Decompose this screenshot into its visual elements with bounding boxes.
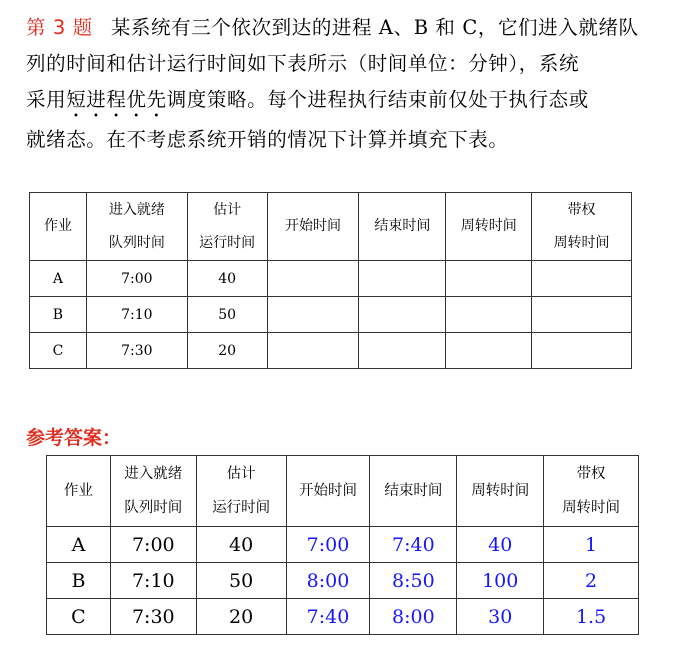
- cell-arrive: 7:10: [110, 563, 196, 599]
- cell-turnaround-blank: [446, 297, 532, 333]
- cell-arrive: 7:30: [86, 333, 187, 369]
- header-start: 开始时间: [286, 456, 370, 527]
- header-end: 结束时间: [359, 193, 446, 261]
- cell-estimate: 40: [187, 261, 267, 297]
- cell-estimate: 20: [196, 599, 286, 635]
- cell-end: 7:40: [370, 527, 457, 563]
- cell-arrive: 7:00: [110, 527, 196, 563]
- question-text: [26, 10, 676, 158]
- header-turnaround: 周转时间: [446, 193, 532, 261]
- table-row: [30, 297, 632, 333]
- cell-start-blank: [267, 261, 359, 297]
- table-row: [30, 261, 632, 297]
- cell-weighted-blank: [532, 297, 632, 333]
- cell-start: 7:40: [286, 599, 370, 635]
- question-line-4: 就绪态。在不考虑系统开销的情况下计算并填充下表。: [26, 128, 509, 151]
- question-number: 第 3 题: [26, 16, 93, 39]
- cell-job: A: [30, 261, 87, 297]
- header-job: 作业: [30, 193, 87, 261]
- header-weighted: 带权 周转时间: [544, 456, 639, 527]
- cell-weighted-blank: [532, 261, 632, 297]
- table-row: [47, 563, 639, 599]
- cell-start: 7:00: [286, 527, 370, 563]
- cell-arrive: 7:10: [86, 297, 187, 333]
- cell-estimate: 50: [187, 297, 267, 333]
- cell-start: 8:00: [286, 563, 370, 599]
- cell-start-blank: [267, 297, 359, 333]
- cell-weighted: 1.5: [544, 599, 639, 635]
- cell-arrive: 7:30: [110, 599, 196, 635]
- cell-weighted-blank: [532, 333, 632, 369]
- header-job: 作业: [47, 456, 111, 527]
- table-header-row: [47, 456, 639, 527]
- cell-job: B: [47, 563, 111, 599]
- header-arrive: 进入就绪 队列时间: [86, 193, 187, 261]
- cell-estimate: 20: [187, 333, 267, 369]
- cell-weighted: 1: [544, 527, 639, 563]
- cell-turnaround-blank: [446, 261, 532, 297]
- header-turnaround: 周转时间: [457, 456, 544, 527]
- table-row: [30, 333, 632, 369]
- cell-job: C: [30, 333, 87, 369]
- table-row: [47, 599, 639, 635]
- cell-end-blank: [359, 333, 446, 369]
- cell-weighted: 2: [544, 563, 639, 599]
- header-start: 开始时间: [267, 193, 359, 261]
- table-header-row: [30, 193, 632, 261]
- cell-estimate: 40: [196, 527, 286, 563]
- answer-title: 参考答案：: [26, 427, 122, 449]
- cell-estimate: 50: [196, 563, 286, 599]
- question-table: [29, 192, 632, 369]
- cell-arrive: 7:00: [86, 261, 187, 297]
- cell-turnaround: 100: [457, 563, 544, 599]
- cell-end: 8:50: [370, 563, 457, 599]
- cell-turnaround: 30: [457, 599, 544, 635]
- cell-end-blank: [359, 297, 446, 333]
- question-line-3: 采用短进程优先调度策略。每个进程执行结束前仅处于执行态或: [26, 88, 589, 111]
- cell-end-blank: [359, 261, 446, 297]
- emphasized-term: 短进程优先: [66, 88, 167, 111]
- header-end: 结束时间: [370, 456, 457, 527]
- cell-job: A: [47, 527, 111, 563]
- cell-turnaround-blank: [446, 333, 532, 369]
- header-arrive: 进入就绪 队列时间: [110, 456, 196, 527]
- cell-turnaround: 40: [457, 527, 544, 563]
- question-line-1: 第 3 题 某系统有三个依次到达的进程 A、B 和 C，它们进入就绪队: [26, 16, 639, 39]
- header-weighted: 带权 周转时间: [532, 193, 632, 261]
- question-line-2: 列的时间和估计运行时间如下表所示（时间单位：分钟），系统: [26, 52, 580, 75]
- cell-end: 8:00: [370, 599, 457, 635]
- header-estimate: 估计 运行时间: [187, 193, 267, 261]
- cell-start-blank: [267, 333, 359, 369]
- header-estimate: 估计 运行时间: [196, 456, 286, 527]
- table-row: [47, 527, 639, 563]
- cell-job: B: [30, 297, 87, 333]
- answer-table: [46, 455, 639, 635]
- cell-job: C: [47, 599, 111, 635]
